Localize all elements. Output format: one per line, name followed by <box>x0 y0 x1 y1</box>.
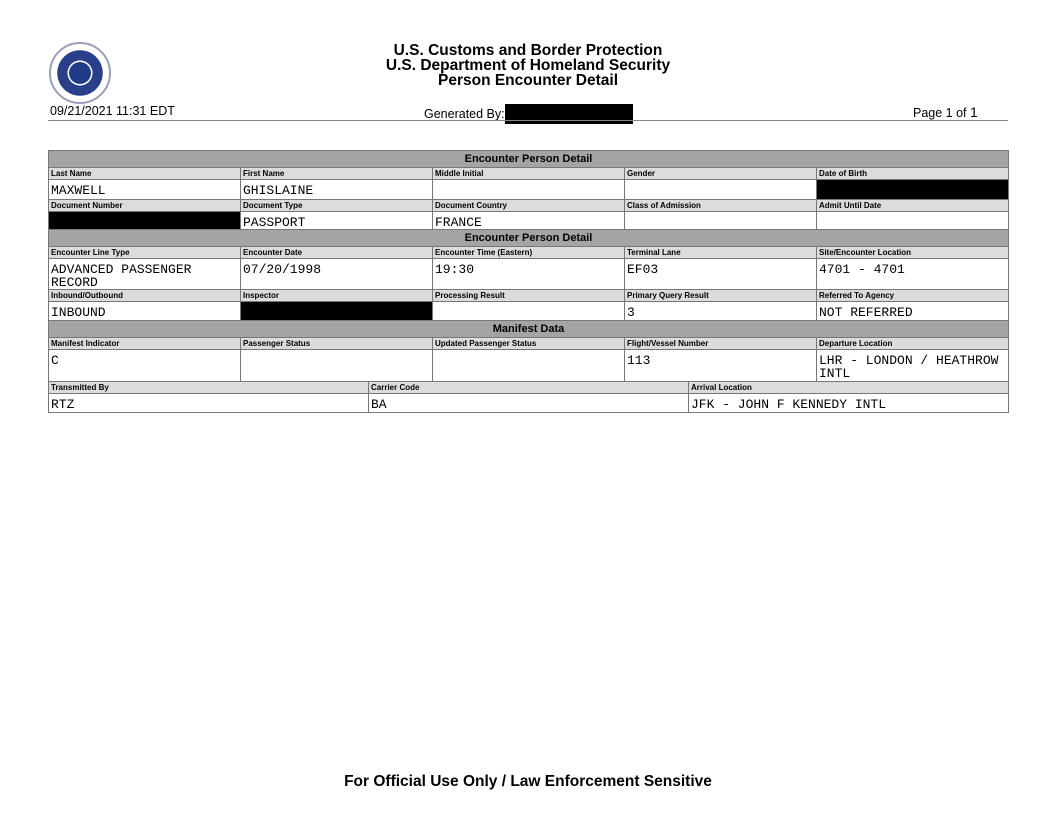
field-value: C <box>49 350 241 382</box>
field-label: Admit Until Date <box>817 200 1009 212</box>
field-label: Processing Result <box>433 290 625 302</box>
field-label: Encounter Line Type <box>49 247 241 259</box>
department-title: U.S. Department of Homeland Security <box>385 57 671 74</box>
field-label: Transmitted By <box>49 382 369 394</box>
field-label: Primary Query Result <box>625 290 817 302</box>
page-total: 1 <box>970 104 978 120</box>
field-label: Site/Encounter Location <box>817 247 1009 259</box>
agency-title: U.S. Customs and Border Protection <box>393 42 663 59</box>
generated-by-label: Generated By: <box>424 107 505 121</box>
field-label: Encounter Time (Eastern) <box>433 247 625 259</box>
report-title: Person Encounter Detail <box>437 72 618 89</box>
redacted-value <box>241 302 433 321</box>
field-value: 07/20/1998 <box>241 259 433 290</box>
field-label: Carrier Code <box>369 382 689 394</box>
field-value: NOT REFERRED <box>817 302 1009 321</box>
encounter-table <box>48 150 1009 413</box>
field-label: Arrival Location <box>689 382 1009 394</box>
field-value: ADVANCED PASSENGER RECORD <box>49 259 241 290</box>
field-value: 3 <box>625 302 817 321</box>
field-label: Inspector <box>241 290 433 302</box>
field-value: INBOUND <box>49 302 241 321</box>
field-value: BA <box>369 394 689 413</box>
redacted-value <box>817 180 1009 200</box>
generated-by <box>424 104 633 124</box>
field-value <box>625 212 817 230</box>
field-value: LHR - LONDON / HEATHROW INTL <box>817 350 1009 382</box>
redacted-value <box>49 212 241 230</box>
field-label: Updated Passenger Status <box>433 338 625 350</box>
field-label: Flight/Vessel Number <box>625 338 817 350</box>
field-value <box>241 350 433 382</box>
field-value: FRANCE <box>433 212 625 230</box>
field-value: 19:30 <box>433 259 625 290</box>
field-value: 113 <box>625 350 817 382</box>
page-indicator <box>913 104 978 120</box>
field-value: JFK - JOHN F KENNEDY INTL <box>689 394 1009 413</box>
field-value: 4701 - 4701 <box>817 259 1009 290</box>
section-header: Encounter Person Detail <box>49 151 1009 168</box>
header-divider <box>48 120 1008 121</box>
field-label: Document Number <box>49 200 241 212</box>
redaction <box>505 104 633 124</box>
field-label: Gender <box>625 168 817 180</box>
field-label: Middle Initial <box>433 168 625 180</box>
timestamp: 09/21/2021 11:31 EDT <box>50 104 175 118</box>
field-value: RTZ <box>49 394 369 413</box>
field-value <box>817 212 1009 230</box>
field-label: Date of Birth <box>817 168 1009 180</box>
field-label: Passenger Status <box>241 338 433 350</box>
field-label: Referred To Agency <box>817 290 1009 302</box>
field-label: Terminal Lane <box>625 247 817 259</box>
page-label: Page 1 of <box>913 106 967 120</box>
section-header: Encounter Person Detail <box>49 230 1009 247</box>
field-value: EF03 <box>625 259 817 290</box>
field-value: GHISLAINE <box>241 180 433 200</box>
report-titles <box>0 43 1056 88</box>
field-label: Inbound/Outbound <box>49 290 241 302</box>
footer-notice: For Official Use Only / Law Enforcement Sensitive <box>344 773 712 790</box>
field-value <box>433 350 625 382</box>
field-label: First Name <box>241 168 433 180</box>
field-value <box>433 180 625 200</box>
field-label: Encounter Date <box>241 247 433 259</box>
field-value: PASSPORT <box>241 212 433 230</box>
field-label: Manifest Indicator <box>49 338 241 350</box>
field-label: Last Name <box>49 168 241 180</box>
field-value: MAXWELL <box>49 180 241 200</box>
field-label: Document Country <box>433 200 625 212</box>
field-label: Departure Location <box>817 338 1009 350</box>
field-label: Class of Admission <box>625 200 817 212</box>
field-value <box>433 302 625 321</box>
field-value <box>625 180 817 200</box>
field-label: Document Type <box>241 200 433 212</box>
section-header: Manifest Data <box>49 321 1009 338</box>
